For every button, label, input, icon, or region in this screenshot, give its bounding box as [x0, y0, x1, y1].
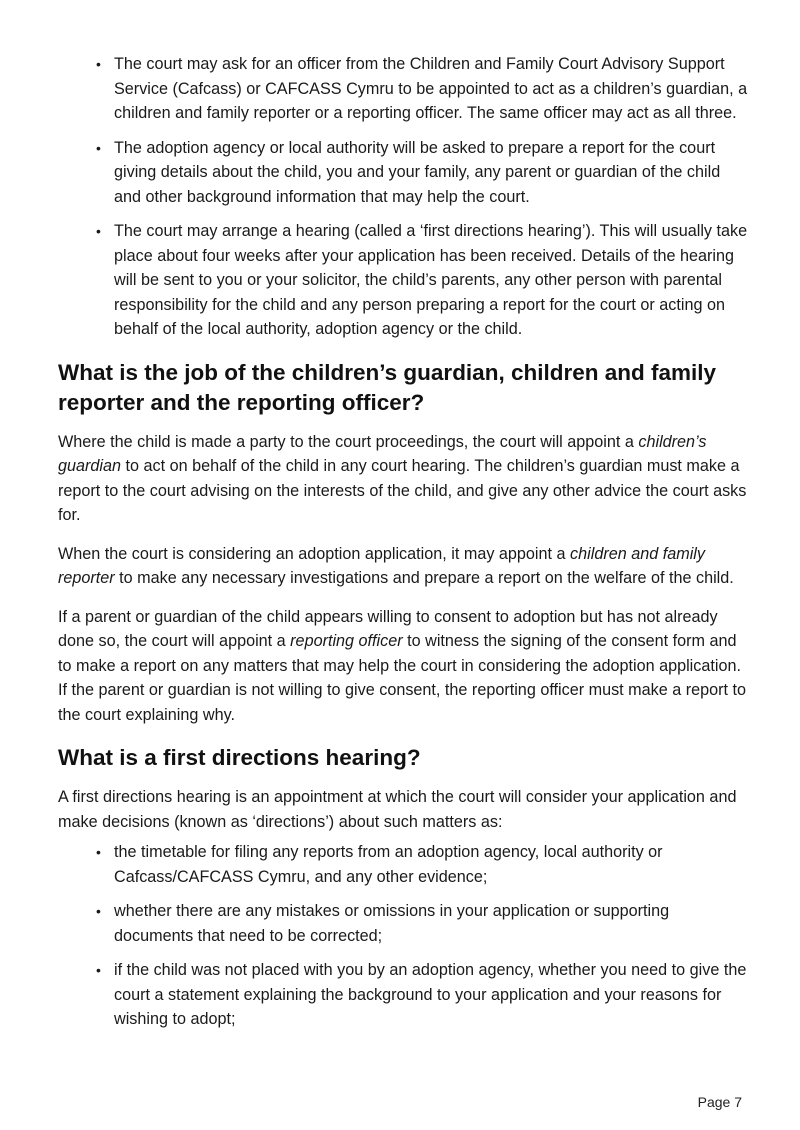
page-number: Page 7 — [697, 1094, 742, 1110]
paragraph-reporting-officer: If a parent or guardian of the child appears willing to consent to adoption but has not already done so, the court will appoint a reporting officer to witness the signing of the consent form and to make a report on any matters that may help the court in considering the adoption application. If the parent or guardian is not willing to give consent, the reporting officer must make a report to the court explaining why. — [58, 607, 747, 724]
term-children-and-family-reporter: children and family reporter — [58, 544, 705, 587]
directions-bullet-list — [58, 840, 748, 1032]
paragraph-childrens-guardian: Where the child is made a party to the court proceedings, the court will appoint a children’s guardian to act on behalf of the child in any court hearing. The children’s guardian must make a report to the court advising on the interests of the child, and give any other advice the court asks for. — [58, 432, 747, 524]
list-item: • whether there are any mistakes or omissions in your application or supporting documents that need to be corrected; — [114, 899, 748, 948]
list-item: • The court may ask for an officer from the Children and Family Court Advisory Support Service (Cafcass) or CAFCASS Cymru to be appointed to act as a children’s guardian, a children and family reporter or a reporting officer. The same officer may act as all three. — [114, 52, 748, 126]
section-heading-first-directions: What is a first directions hearing? — [58, 745, 421, 770]
term-reporting-officer: reporting officer — [290, 632, 403, 650]
list-item: • The court may arrange a hearing (called a ‘first directions hearing’). This will usually take place about four weeks after your application has been received. Details of the hearing will be sent to you or your solicitor, the child’s parents, any other person with parental responsibility for the child and any person preparing a report for the court or acting on behalf of the local authority, adoption agency or the child. — [114, 219, 748, 342]
list-item: • The adoption agency or local authority will be asked to prepare a report for the court giving details about the child, you and your family, any parent or guardian of the child and other background information that may help the court. — [114, 136, 748, 210]
section-heading-guardian-roles: What is the job of the children’s guardian, children and family reporter and the reporting officer? — [58, 359, 716, 415]
paragraph-family-reporter: When the court is considering an adoption application, it may appoint a children and family reporter to make any necessary investigations and prepare a report on the welfare of the child. — [58, 544, 734, 587]
list-item: • if the child was not placed with you by an adoption agency, whether you need to give the court a statement explaining the background to your application and your reasons for wishing to adopt; — [114, 958, 748, 1032]
term-childrens-guardian: children’s guardian — [58, 432, 707, 475]
page-content — [58, 52, 748, 1042]
list-item: • the timetable for filing any reports from an adoption agency, local authority or Cafcass/CAFCASS Cymru, and any other evidence; — [114, 840, 748, 889]
paragraph-first-directions-intro: A first directions hearing is an appointment at which the court will consider your application and make decisions (known as ‘directions’) about such matters as: — [58, 788, 737, 831]
intro-bullet-list — [58, 52, 748, 342]
